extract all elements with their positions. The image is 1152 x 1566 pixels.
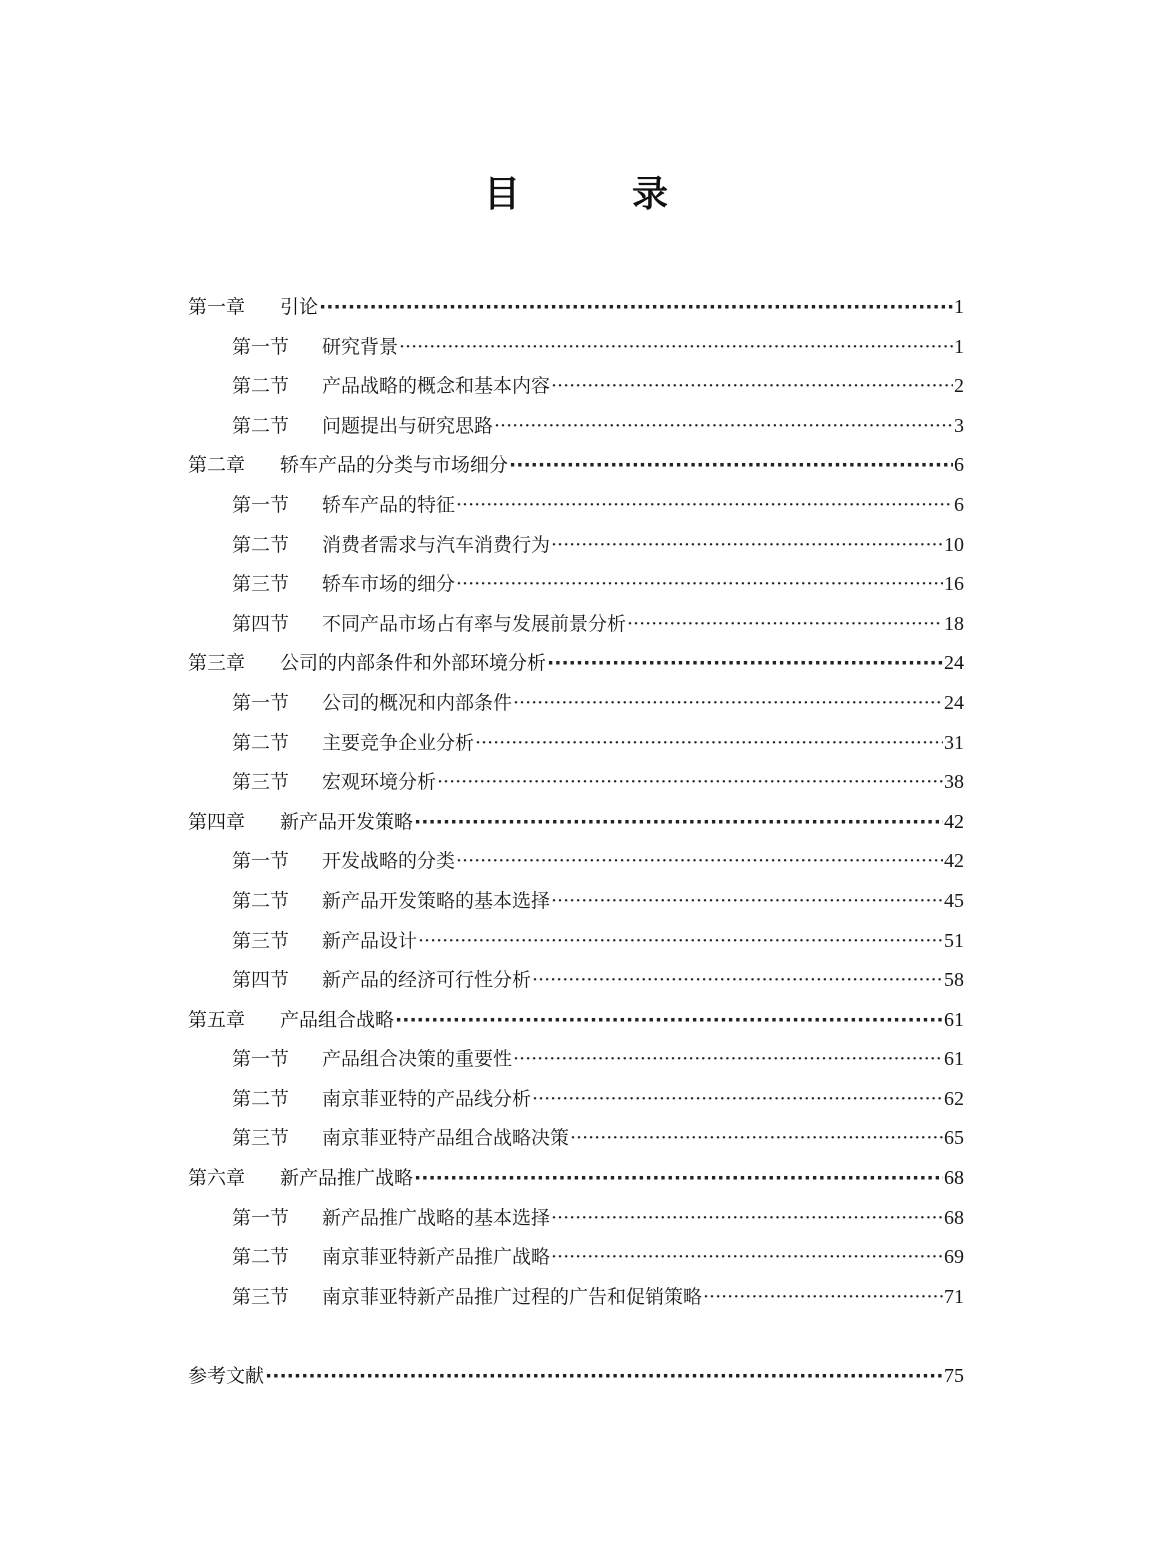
toc-number: 第二节 (232, 533, 290, 556)
toc-entry[interactable] (188, 1040, 964, 1080)
toc-number: 第一节 (232, 1048, 290, 1071)
toc-label: 新产品的经济可行性分析 (322, 969, 532, 992)
toc-label: 产品组合战略 (280, 1008, 395, 1031)
dot-leader (414, 803, 943, 843)
toc-page-number: 6 (954, 493, 964, 516)
toc-entry[interactable] (188, 367, 964, 407)
toc-page-number: 18 (944, 612, 964, 635)
dot-leader (570, 1119, 943, 1159)
toc-page-number: 42 (944, 850, 964, 873)
dot-leader (532, 961, 943, 1001)
toc-entry[interactable] (188, 724, 964, 764)
toc-label: 南京菲亚特的产品线分析 (322, 1087, 532, 1110)
dot-leader (547, 644, 943, 684)
dot-leader (456, 842, 943, 882)
toc-entry[interactable] (188, 1199, 964, 1239)
toc-number: 第一节 (232, 691, 290, 714)
page-title: 目 录 (483, 174, 706, 215)
toc-entry[interactable] (188, 446, 964, 486)
toc-entry[interactable] (188, 1080, 964, 1120)
toc-page-number: 31 (944, 731, 964, 754)
toc-entry[interactable] (188, 1159, 964, 1199)
toc-entry[interactable] (188, 684, 964, 724)
toc-entry[interactable] (188, 803, 964, 843)
references-label: 参考文献 (188, 1365, 265, 1388)
toc-label: 新产品设计 (322, 929, 418, 952)
dot-leader (532, 1080, 943, 1120)
toc-label: 南京菲亚特新产品推广过程的广告和促销策略 (322, 1285, 703, 1308)
toc-page-number: 71 (944, 1285, 964, 1308)
toc-label: 南京菲亚特产品组合战略决策 (322, 1127, 570, 1150)
dot-leader (551, 1199, 943, 1239)
toc-number: 第一节 (232, 850, 290, 873)
toc-entry[interactable] (188, 605, 964, 645)
toc-page-number: 58 (944, 969, 964, 992)
toc-page-number: 65 (944, 1127, 964, 1150)
dot-leader (703, 1278, 943, 1318)
toc-page-number: 61 (944, 1008, 964, 1031)
toc-number: 第三节 (232, 573, 290, 596)
toc-number: 第二章 (188, 454, 246, 477)
toc-number: 第二节 (232, 414, 290, 437)
toc-number: 第一节 (232, 335, 290, 358)
dot-leader (319, 288, 953, 328)
toc-label: 新产品推广战略的基本选择 (322, 1206, 551, 1229)
toc-number: 第二节 (232, 731, 290, 754)
toc-entry[interactable] (188, 1119, 964, 1159)
toc-page-number: 62 (944, 1087, 964, 1110)
toc-page-number: 2 (954, 375, 964, 398)
toc-entry[interactable] (188, 1238, 964, 1278)
toc-number: 第一节 (232, 1206, 290, 1229)
dot-leader (551, 1238, 943, 1278)
dot-leader (399, 328, 953, 368)
toc-entry-references[interactable] (188, 1357, 964, 1397)
toc-label: 新产品开发策略的基本选择 (322, 889, 551, 912)
toc-label: 公司的概况和内部条件 (322, 691, 513, 714)
toc-label: 轿车市场的细分 (322, 573, 456, 596)
dot-leader (414, 1159, 943, 1199)
toc-label: 引论 (280, 296, 319, 318)
toc-number: 第一节 (232, 493, 290, 516)
dot-leader (513, 1040, 943, 1080)
toc-page-number: 24 (944, 652, 964, 675)
toc-entry[interactable] (188, 407, 964, 447)
toc-entry[interactable] (188, 1001, 964, 1041)
toc-label: 问题提出与研究思路 (322, 414, 494, 437)
dot-leader (437, 763, 943, 803)
toc-page-number: 69 (944, 1246, 964, 1269)
toc-number: 第三节 (232, 771, 290, 794)
toc-page-number: 6 (954, 454, 964, 477)
toc-number: 第四章 (188, 810, 246, 833)
toc-number: 第二节 (232, 889, 290, 912)
dot-leader (509, 446, 953, 486)
toc-entry[interactable] (188, 1278, 964, 1318)
toc-page-number: 68 (944, 1206, 964, 1229)
toc-page-number: 38 (944, 771, 964, 794)
toc-label: 消费者需求与汽车消费行为 (322, 533, 551, 556)
references-page-number: 75 (944, 1365, 964, 1388)
toc-page-number: 42 (944, 810, 964, 833)
toc-entry[interactable] (188, 486, 964, 526)
toc-label: 新产品开发策略 (280, 810, 414, 833)
toc-entry[interactable] (188, 763, 964, 803)
dot-leader (395, 1001, 943, 1041)
toc-label: 开发战略的分类 (322, 850, 456, 873)
toc-entry[interactable] (188, 882, 964, 922)
toc-label: 产品战略的概念和基本内容 (322, 375, 551, 398)
dot-leader (265, 1357, 943, 1397)
dot-leader (494, 407, 953, 447)
toc-entry[interactable] (188, 565, 964, 605)
toc-label: 产品组合决策的重要性 (322, 1048, 513, 1071)
toc-entry[interactable] (188, 526, 964, 566)
table-of-contents (188, 288, 964, 1397)
toc-page-number: 3 (954, 414, 964, 437)
toc-page-number: 24 (944, 691, 964, 714)
dot-leader (456, 486, 953, 526)
dot-leader (551, 526, 943, 566)
toc-number: 第二节 (232, 375, 290, 398)
toc-number: 第五章 (188, 1008, 246, 1031)
toc-entry[interactable] (188, 842, 964, 882)
toc-label: 宏观环境分析 (322, 771, 437, 794)
toc-entry[interactable] (188, 961, 964, 1001)
toc-entry[interactable] (188, 328, 964, 368)
toc-page-number: 45 (944, 889, 964, 912)
toc-number: 第一章 (188, 296, 246, 318)
toc-label: 新产品推广战略 (280, 1167, 414, 1190)
toc-number: 第六章 (188, 1167, 246, 1190)
toc-number: 第三节 (232, 1127, 290, 1150)
toc-label: 研究背景 (322, 335, 399, 358)
toc-page-number: 68 (944, 1167, 964, 1190)
toc-page-number: 51 (944, 929, 964, 952)
dot-leader (418, 922, 943, 962)
toc-label: 不同产品市场占有率与发展前景分析 (322, 612, 627, 635)
toc-page-number: 16 (944, 573, 964, 596)
toc-number: 第三章 (188, 652, 246, 675)
dot-leader (475, 724, 943, 764)
toc-entry[interactable] (188, 288, 964, 328)
toc-entry[interactable] (188, 644, 964, 684)
toc-page-number: 1 (954, 335, 964, 358)
toc-label: 轿车产品的分类与市场细分 (280, 454, 509, 477)
toc-number: 第三节 (232, 929, 290, 952)
toc-page-number: 10 (944, 533, 964, 556)
toc-number: 第三节 (232, 1285, 290, 1308)
toc-entry[interactable] (188, 922, 964, 962)
toc-label: 轿车产品的特征 (322, 493, 456, 516)
dot-leader (456, 565, 943, 605)
toc-number: 第二节 (232, 1087, 290, 1110)
toc-page-number: 1 (954, 296, 964, 318)
toc-label: 公司的内部条件和外部环境分析 (280, 652, 547, 675)
toc-page-number: 61 (944, 1048, 964, 1071)
toc-number: 第四节 (232, 612, 290, 635)
dot-leader (551, 367, 953, 407)
dot-leader (627, 605, 943, 645)
toc-number: 第二节 (232, 1246, 290, 1269)
dot-leader (551, 882, 943, 922)
toc-label: 南京菲亚特新产品推广战略 (322, 1246, 551, 1269)
dot-leader (513, 684, 943, 724)
toc-label: 主要竞争企业分析 (322, 731, 475, 754)
toc-number: 第四节 (232, 969, 290, 992)
